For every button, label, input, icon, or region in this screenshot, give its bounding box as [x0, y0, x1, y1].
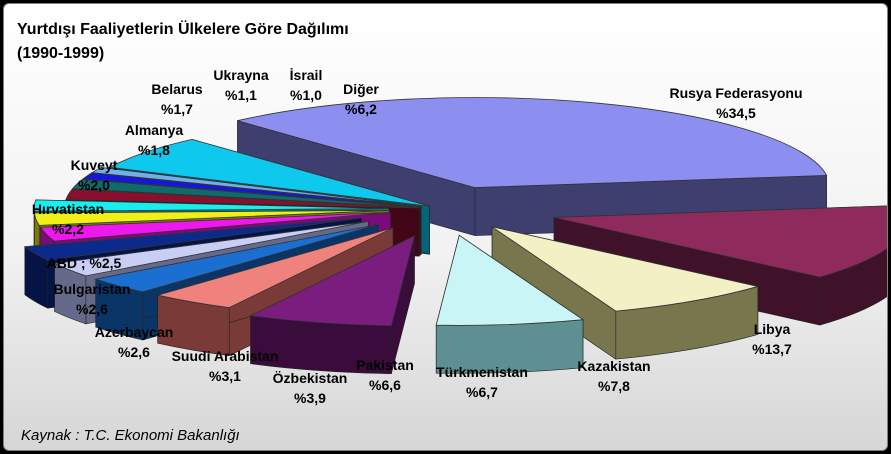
slice-label-value-16: %1,0	[290, 87, 322, 103]
slice-label-abd: ABD ; %2,5	[46, 255, 122, 271]
slice-label-value-6: %3,9	[294, 390, 326, 406]
slice-label-name-13: Almanya	[124, 122, 184, 138]
slice-label-value-2: %13,7	[752, 341, 792, 357]
slice-label-value-11: %2,2	[52, 221, 84, 237]
slice-label-value-8: %2,6	[118, 344, 150, 360]
slice-label-name-15: Ukrayna	[213, 67, 269, 83]
slice-label-name-14: Belarus	[151, 81, 203, 97]
slice-label-value-5: %6,6	[369, 377, 401, 393]
pie-chart	[4, 4, 887, 450]
slice-label-name-8: Azerbaycan	[94, 324, 174, 340]
slice-label-name-9: Bulgaristan	[53, 281, 131, 297]
slice-label-name-2: Libya	[753, 321, 791, 337]
slice-label-name-16: İsrail	[289, 67, 323, 83]
slice-label-value-14: %1,7	[161, 101, 193, 117]
chart-title-line1: Yurtdışı Faaliyetlerin Ülkelere Göre Dağılımı	[17, 21, 349, 38]
slice-label-name-3: Kazakistan	[577, 358, 651, 374]
slice-label-value-17: %6,2	[345, 101, 377, 117]
slice-label-value-1: %34,5	[716, 105, 756, 121]
chart-frame	[3, 3, 888, 451]
slice-label-value-13: %1,8	[138, 142, 170, 158]
slice-label-name-7: Suudi Arabistan	[171, 348, 279, 364]
slice-label-name-11: Hırvatistan	[31, 201, 105, 217]
slice-label-name-17: Diğer	[343, 81, 379, 97]
slice-label-name-5: Pakistan	[356, 357, 414, 373]
chart-title-line2: (1990-1999)	[17, 45, 105, 62]
chart-source: Kaynak : T.C. Ekonomi Bakanlığı	[21, 427, 240, 444]
slice-label-name-12: Kuveyt	[70, 157, 118, 173]
slice-label-name-4: Türkmenistan	[436, 364, 528, 380]
slice-label-value-12: %2,0	[78, 177, 110, 193]
slice-label-name-1: Rusya Federasyonu	[669, 85, 803, 101]
slice-label-value-4: %6,7	[466, 384, 498, 400]
slice-label-name-6: Özbekistan	[272, 370, 348, 386]
slice-label-value-3: %7,8	[598, 378, 630, 394]
slice-label-value-9: %2,6	[76, 301, 108, 317]
slice-label-value-7: %3,1	[209, 368, 241, 384]
slice-label-value-15: %1,1	[225, 87, 257, 103]
